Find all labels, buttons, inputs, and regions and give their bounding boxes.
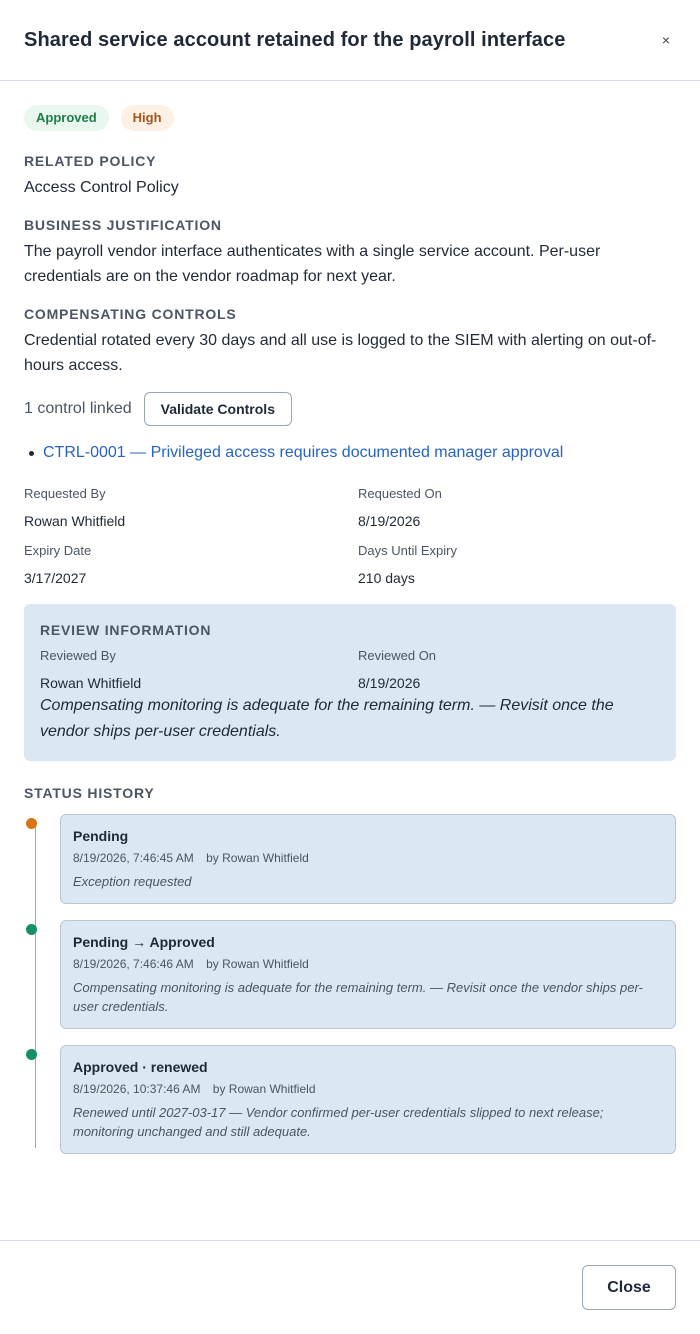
- requested-by-field: [24, 486, 358, 529]
- timeline-dot-icon: [26, 924, 37, 935]
- related-policy-value: Access Control Policy: [24, 179, 179, 196]
- related-policy-label: RELATED POLICY: [24, 153, 157, 169]
- badge-row: [24, 105, 676, 131]
- timeline-author: by Rowan Whitfield: [206, 851, 309, 865]
- controls-count: 1 control linked: [24, 400, 132, 417]
- modal-header: [0, 0, 700, 81]
- timeline-note: Exception requested: [73, 874, 192, 889]
- business-justification-label: BUSINESS JUSTIFICATION: [24, 217, 222, 233]
- timeline-meta: [73, 957, 663, 971]
- business-justification-value: The payroll vendor interface authenticates with a single service account. Per-user credentials are on the vendor roadmap for next year.: [24, 243, 601, 285]
- bullet-icon: [29, 451, 34, 456]
- expiry-date-field: [24, 543, 358, 586]
- timeline-status: Pending → Approved: [73, 934, 215, 950]
- timeline-dot-icon: [26, 818, 37, 829]
- timeline-entry: [60, 920, 676, 1029]
- review-note: Compensating monitoring is adequate for the remaining term. — Revisit once the vendor ships per-user credentials.: [40, 697, 614, 740]
- list-item: [24, 444, 676, 462]
- reviewed-by-value: Rowan Whitfield: [40, 675, 142, 691]
- timeline-status: Approved · renewed: [73, 1059, 208, 1075]
- requested-by-label: Requested By: [24, 486, 106, 501]
- modal-footer: [0, 1240, 700, 1334]
- timeline-timestamp: 8/19/2026, 10:37:46 AM: [73, 1082, 201, 1096]
- status-history-timeline: [24, 814, 676, 1154]
- compensating-controls-section: [24, 306, 676, 462]
- timeline-timestamp: 8/19/2026, 7:46:45 AM: [73, 851, 194, 865]
- reviewed-on-label: Reviewed On: [358, 648, 437, 663]
- expiry-date-value: 3/17/2027: [24, 570, 87, 586]
- timeline-status: Pending: [73, 828, 129, 844]
- modal-body: [0, 81, 700, 1154]
- timeline-note: Compensating monitoring is adequate for the remaining term. — Revisit once the vendor ships per-user credentials.: [73, 980, 643, 1014]
- requested-on-label: Requested On: [358, 486, 442, 501]
- close-button[interactable]: Close: [582, 1265, 676, 1310]
- timeline-author: by Rowan Whitfield: [212, 1082, 316, 1096]
- requested-by-value: Rowan Whitfield: [24, 513, 126, 529]
- review-information-label: REVIEW INFORMATION: [40, 622, 212, 638]
- reviewed-on-value: 8/19/2026: [358, 675, 421, 691]
- timeline-author: by Rowan Whitfield: [206, 957, 309, 971]
- timeline-dot-icon: [26, 1049, 37, 1060]
- days-until-expiry-field: [358, 543, 676, 586]
- timeline-meta: [73, 1082, 663, 1096]
- requested-on-field: [358, 486, 676, 529]
- status-badge: Approved: [24, 105, 109, 131]
- validate-controls-button[interactable]: Validate Controls: [144, 392, 292, 426]
- linked-controls-list: [24, 444, 676, 462]
- related-policy-section: [24, 153, 676, 200]
- compensating-controls-label: COMPENSATING CONTROLS: [24, 306, 237, 322]
- reviewed-by-label: Reviewed By: [40, 648, 116, 663]
- expiry-date-label: Expiry Date: [24, 543, 92, 558]
- timeline-timestamp: 8/19/2026, 7:46:46 AM: [73, 957, 194, 971]
- review-meta: [40, 648, 660, 691]
- controls-row: [24, 392, 676, 426]
- days-until-expiry-label: Days Until Expiry: [358, 543, 457, 558]
- reviewed-on-field: [358, 648, 660, 691]
- days-until-expiry-value: 210 days: [358, 570, 415, 586]
- business-justification-section: [24, 217, 676, 289]
- requested-on-value: 8/19/2026: [358, 513, 421, 529]
- timeline-entry: [60, 814, 676, 904]
- request-meta: [24, 486, 676, 586]
- timeline-entry: [60, 1045, 676, 1154]
- timeline-meta: [73, 851, 663, 865]
- control-link[interactable]: CTRL-0001 — Privileged access requires documented manager approval: [43, 444, 564, 461]
- severity-badge: High: [121, 105, 174, 131]
- status-history-label: STATUS HISTORY: [24, 785, 155, 801]
- timeline-note: Renewed until 2027-03-17 — Vendor confirmed per-user credentials slipped to next release; monitoring unchanged and still adequate.: [73, 1105, 604, 1139]
- modal-title: Shared service account retained for the payroll interface: [24, 28, 566, 51]
- compensating-controls-value: Credential rotated every 30 days and all use is logged to the SIEM with alerting on out-of-hours access.: [24, 332, 657, 374]
- close-icon[interactable]: ×: [661, 32, 671, 48]
- review-information-panel: [24, 604, 676, 761]
- reviewed-by-field: [40, 648, 358, 691]
- timeline-line: [35, 822, 36, 1148]
